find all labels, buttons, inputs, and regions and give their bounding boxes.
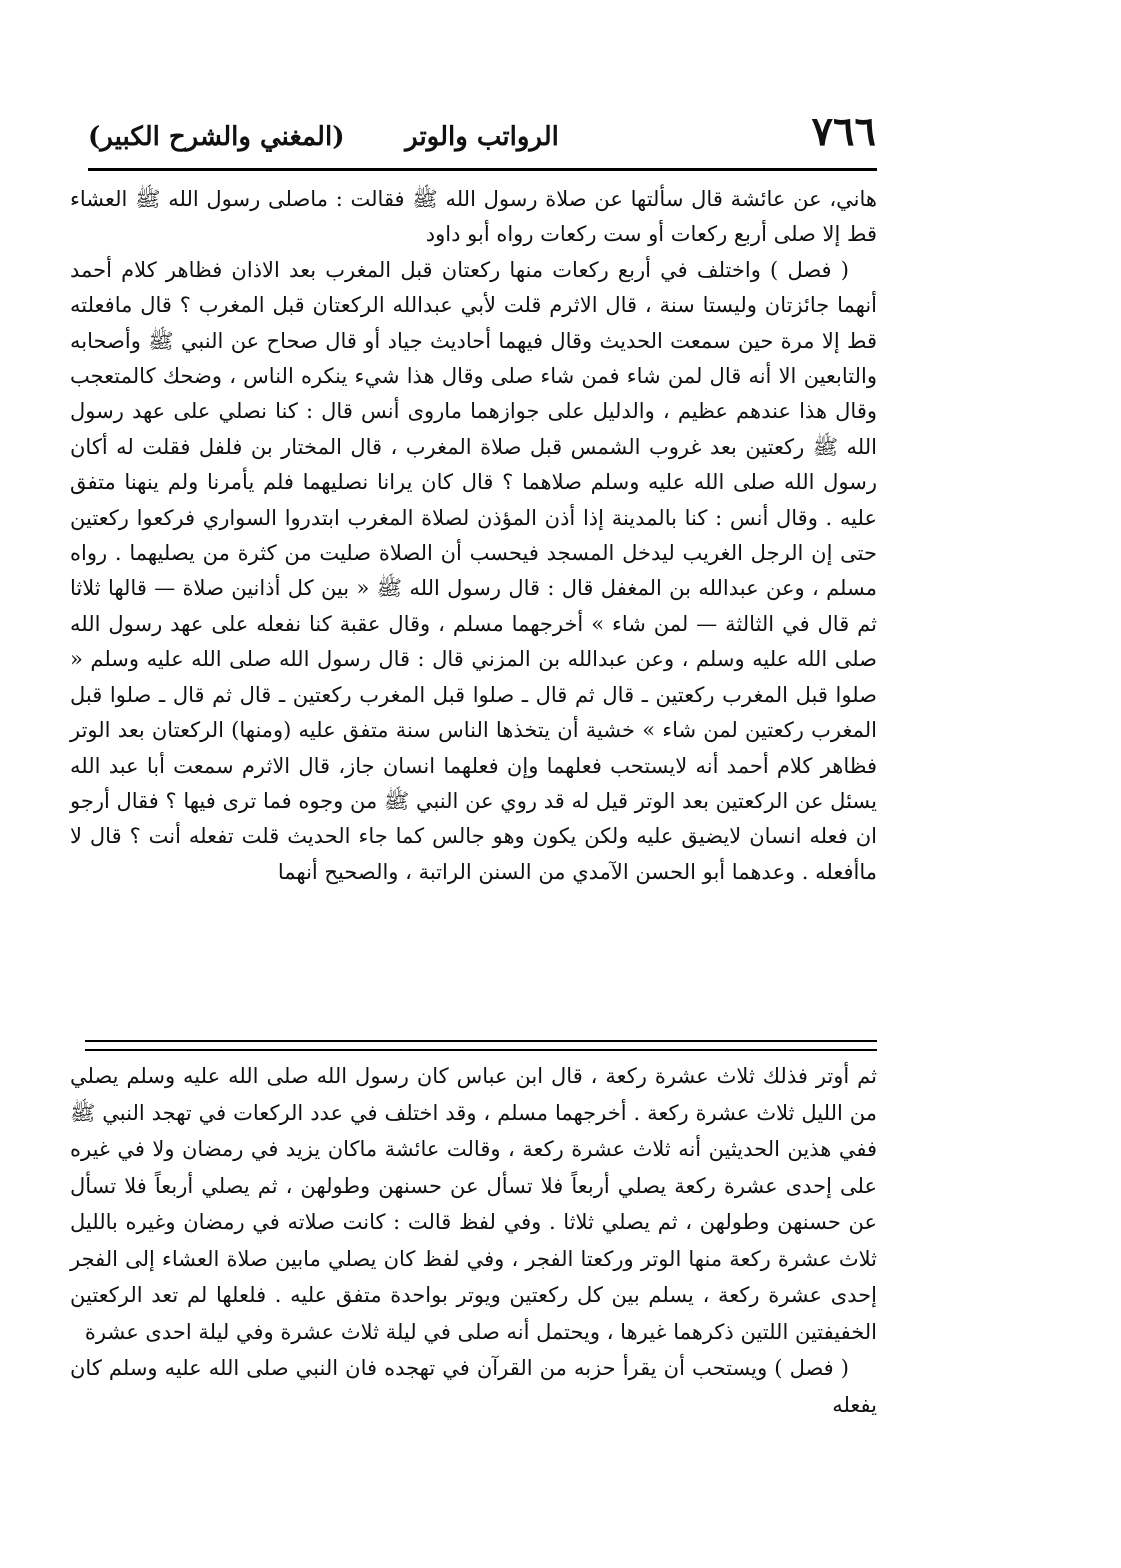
footnote-paragraph: ( فصل ) ويستحب أن يقرأ حزبه من القرآن في تهجده فان النبي صلى الله عليه وسلم كان يفعله [70, 1356, 877, 1417]
footnote-text [70, 1058, 877, 1423]
main-paragraph: ( فصل ) واختلف في أربع ركعات منها ركعتان قبل المغرب بعد الاذان فظاهر كلام أحمد أنهما جائزتان وليستا سنة ، قال الاثرم قلت لأبي عبدالله الركعتان قبل المغرب ؟ قال مافعلته قط إلا مرة حين سمعت الحديث وقال فيهما أحاديث جياد أو قال صحاح عن النبي ﷺ وأصحابه والتابعين الا أنه قال لمن شاء فمن شاء صلى وقال هذا شيء ينكره الناس ، وضحك كالمتعجب وقال هذا عندهم عظيم ، والدليل على جوازهما ماروى أنس قال : كنا نصلي على عهد رسول الله ﷺ ركعتين بعد غروب الشمس قبل صلاة المغرب ، قال المختار بن فلفل فقلت له أكان رسول الله صلى الله عليه وسلم صلاهما ؟ قال كان يرانا نصليهما فلم يأمرنا ولم ينهنا متفق عليه . وقال أنس : كنا بالمدينة إذا أذن المؤذن لصلاة المغرب ابتدروا السواري فركعوا ركعتين حتى إن الرجل الغريب ليدخل المسجد فيحسب أن الصلاة صليت من كثرة من يصليهما . رواه مسلم ، وعن عبدالله بن المغفل قال : قال رسول الله ﷺ « بين كل أذانين صلاة — قالها ثلاثا ثم قال في الثالثة — لمن شاء » أخرجهما مسلم ، وقال عقبة كنا نفعله على عهد رسول الله صلى الله عليه وسلم ، وعن عبدالله بن المزني قال : قال رسول الله صلى الله عليه وسلم « صلوا قبل المغرب ركعتين ـ قال ثم قال ـ صلوا قبل المغرب ركعتين ـ قال ثم قال ـ صلوا قبل المغرب ركعتين لمن شاء » خشية أن يتخذها الناس سنة متفق عليه (ومنها) الركعتان بعد الوتر فظاهر كلام أحمد أنه لايستحب فعلهما وإن فعلهما انسان جاز، قال الاثرم سمعت أبا عبد الله يسئل عن الركعتين بعد الوتر قيل له قد روي عن النبي ﷺ من وجوه فما ترى فيها ؟ فقال أرجو ان فعله انسان لايضيق عليه ولكن يكون وهو جالس كما جاء الحديث قلت تفعله أنت ؟ قال لا ماأفعله . وعدهما أبو الحسن الآمدي من السنن الراتبة ، والصحيح أنهما [70, 257, 877, 884]
book-title: (المغني والشرح الكبير) [88, 122, 345, 152]
main-text [70, 182, 877, 890]
page-number: ٧٦٦ [811, 108, 876, 155]
footnote-paragraph: ثم أوتر فذلك ثلاث عشرة ركعة ، قال ابن عباس كان رسول الله صلى الله عليه وسلم يصلي من الليل ثلاث عشرة ركعة . أخرجهما مسلم ، وقد اختلف في عدد الركعات في تهجد النبي ﷺ ففي هذين الحديثين أنه ثلاث عشرة ركعة ، وقالت عائشة ماكان يزيد في رمضان ولا في غيره على إحدى عشرة ركعة يصلي أربعاً فلا تسأل عن حسنهن وطولهن ، ثم يصلي أربعاً فلا تسأل عن حسنهن وطولهن ، ثم يصلي ثلاثا . وفي لفظ قالت : كانت صلاته في رمضان وغيره بالليل ثلاث عشرة ركعة منها الوتر وركعتا الفجر ، وفي لفظ كان يصلي مابين صلاة العشاء إلى الفجر إحدى عشرة ركعة ، يسلم بين كل ركعتين ويوتر بواحدة متفق عليه . فلعلها لم تعد الركعتين الخفيفتين اللتين ذكرهما غيرها ، ويحتمل أنه صلى في ليلة ثلاث عشرة وفي ليلة احدى عشرة [70, 1064, 877, 1344]
footnote-separator [85, 1040, 877, 1051]
page-header [88, 108, 876, 170]
chapter-title: الرواتب والوتر [405, 122, 559, 152]
main-paragraph: هاني، عن عائشة قال سألتها عن صلاة رسول الله ﷺ فقالت : ماصلى رسول الله ﷺ العشاء قط إلا صلى أربع ركعات أو ست ركعات رواه أبو داود [70, 187, 877, 247]
header-rule [88, 168, 877, 171]
